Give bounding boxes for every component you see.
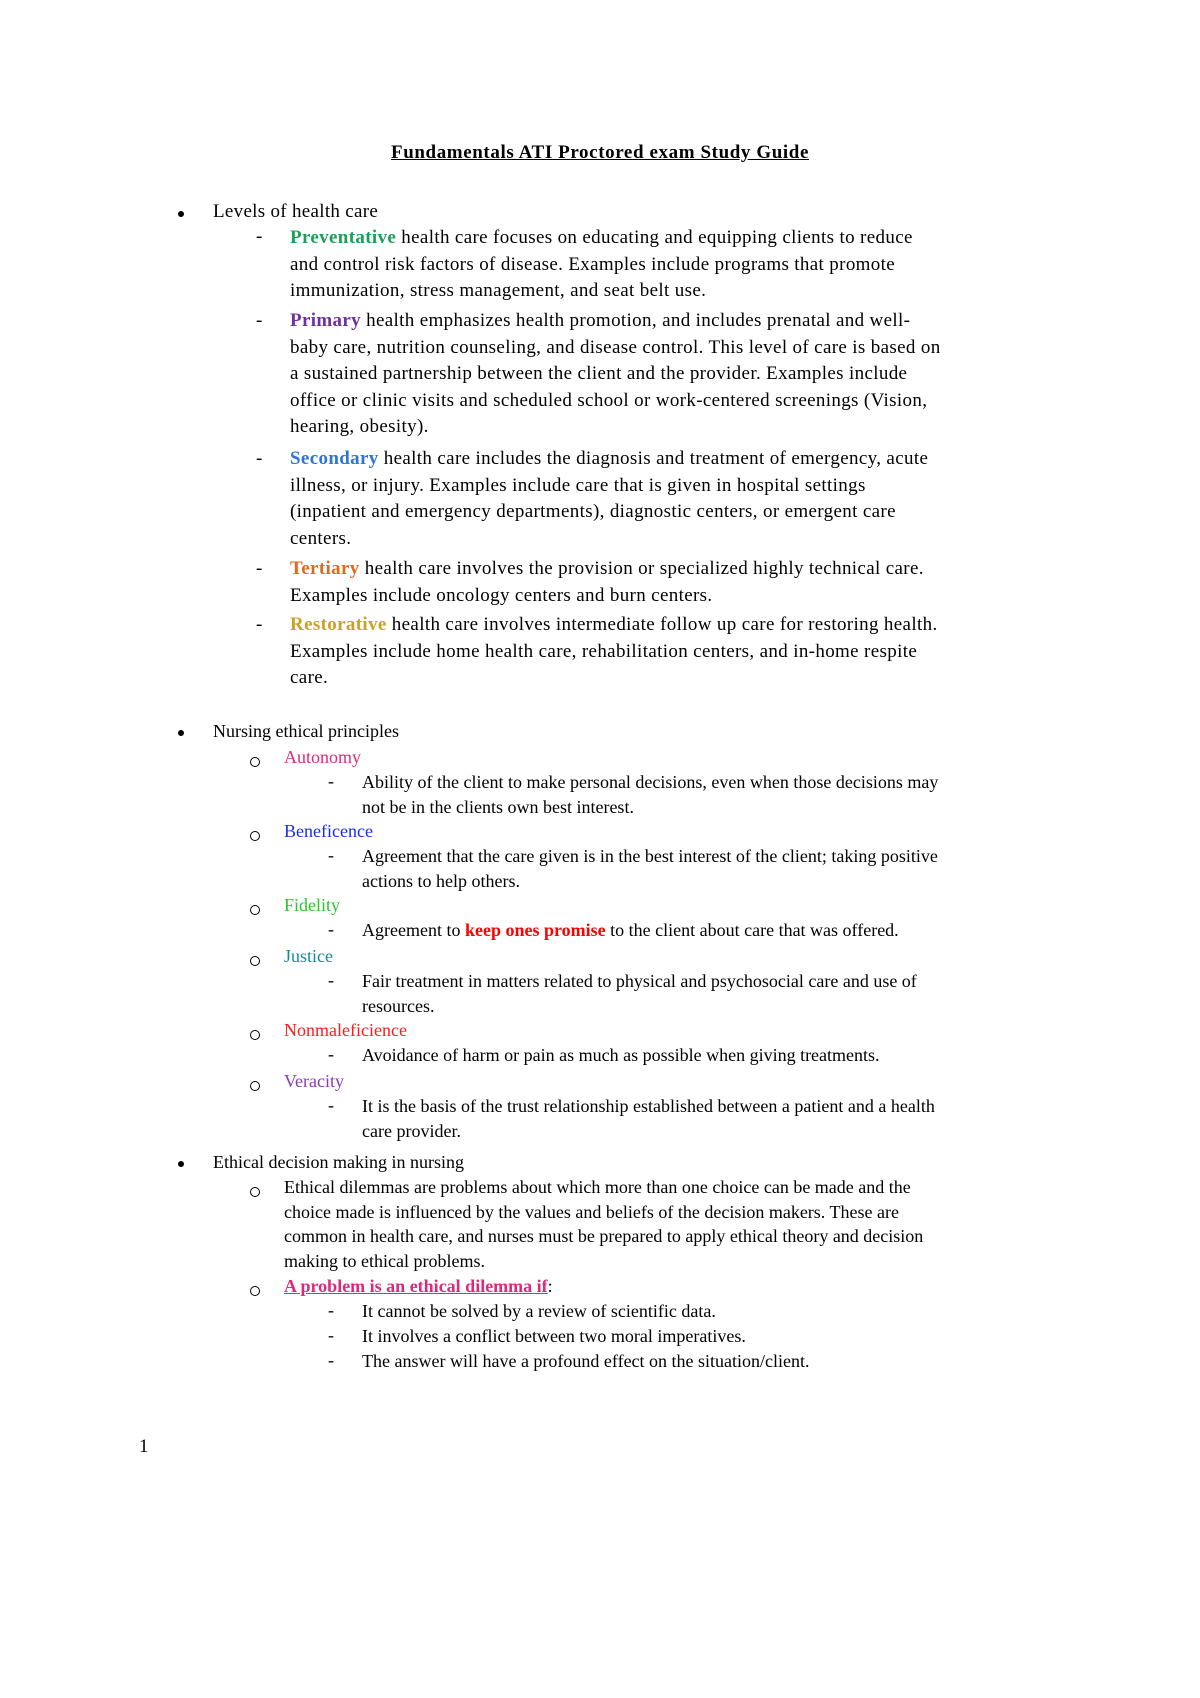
dash: - [328, 1350, 334, 1370]
item-restorative: Restorative health care involves intermediate follow up care for restoring health. Examples include home health care, rehabilitation centers, and in-home respite care. [290, 614, 938, 688]
principle-fidelity: Fidelity [284, 895, 341, 915]
item-primary: Primary health emphasizes health promotion, and includes prenatal and well- baby care, nutrition counseling, and disease control. This level of care is based on a sustained partnership between the client and the provider. Examples include office or clinic visits and scheduled school or work-centered screenings (Vision, hearing, obesity). [290, 310, 941, 437]
desc-veracity: It is the basis of the trust relationship established between a patient and a health care provider. [362, 1096, 935, 1141]
circle-bullet [250, 831, 260, 841]
dash: - [256, 614, 263, 635]
ethical-dilemmas-paragraph: Ethical dilemmas are problems about which more than one choice can be made and the choice made is influenced by the values and beliefs of the decision makers. These are common in health care, and nurses must be prepared to apply ethical theory and decision making to ethical problems. [284, 1177, 924, 1271]
dash: - [328, 845, 334, 865]
term-preventative: Preventative [290, 227, 397, 248]
circle-bullet [250, 956, 260, 966]
emphasis-keep-ones-promise: keep ones promise [464, 920, 606, 940]
item-secondary: Secondary health care includes the diagnosis and treatment of emergency, acute illness, or injury. Examples include care that is given in hospital settings (inpatient and emergency departments), diagnostic centers, or emergent care centers. [290, 448, 929, 549]
dash: - [328, 970, 334, 990]
bullet-ethical-decision-making [176, 1157, 188, 1169]
circle-bullet [250, 757, 260, 767]
desc-autonomy: Ability of the client to make personal decisions, even when those decisions may not be in the clients own best interest. [362, 772, 939, 817]
dash: - [328, 1095, 334, 1115]
item-preventative: Preventative health care focuses on educating and equipping clients to reduce and control risk factors of disease. Examples include programs that promote immunization, stress management, and seat belt use. [290, 227, 913, 301]
dash: - [328, 1044, 334, 1064]
dash: - [328, 1300, 334, 1320]
principle-nonmaleficience: Nonmaleficience [284, 1020, 407, 1040]
heading-levels-of-health-care: Levels of health care [213, 201, 379, 222]
desc-fidelity: Agreement to keep ones promise to the client about care that was offered. [362, 920, 899, 940]
term-restorative: Restorative [290, 614, 387, 635]
bullet-ethical-principles [176, 726, 188, 738]
dash: - [256, 448, 263, 469]
circle-bullet [250, 1081, 260, 1091]
principle-autonomy: Autonomy [284, 747, 362, 767]
circle-bullet [250, 1187, 260, 1197]
desc-justice: Fair treatment in matters related to physical and psychosocial care and use of resources. [362, 971, 917, 1016]
dash: - [256, 226, 263, 247]
dash: - [328, 919, 334, 939]
circle-bullet [250, 905, 260, 915]
page-number: 1 [139, 1436, 149, 1457]
dash: - [256, 310, 263, 331]
term-tertiary: Tertiary [290, 558, 360, 579]
condition-2: It involves a conflict between two moral imperatives. [362, 1326, 746, 1346]
dash: - [328, 771, 334, 791]
desc-nonmaleficience: Avoidance of harm or pain as much as possible when giving treatments. [362, 1045, 880, 1065]
heading-nursing-ethical-principles: Nursing ethical principles [213, 721, 399, 741]
circle-bullet [250, 1030, 260, 1040]
circle-bullet [250, 1286, 260, 1296]
principle-beneficence: Beneficence [284, 821, 373, 841]
condition-1: It cannot be solved by a review of scientific data. [362, 1301, 716, 1321]
dash: - [256, 558, 263, 579]
principle-justice: Justice [284, 946, 333, 966]
heading-ethical-decision-making: Ethical decision making in nursing [213, 1152, 464, 1172]
dash: - [328, 1325, 334, 1345]
item-tertiary: Tertiary health care involves the provision or specialized highly technical care. Examples include oncology centers and burn centers. [290, 558, 924, 606]
desc-beneficence: Agreement that the care given is in the best interest of the client; taking positive actions to help others. [362, 846, 938, 891]
document-title: Fundamentals ATI Proctored exam Study Guide [391, 142, 809, 163]
principle-veracity: Veracity [284, 1071, 344, 1091]
bullet-levels [176, 207, 188, 219]
term-secondary: Secondary [290, 448, 379, 469]
term-primary: Primary [290, 310, 362, 331]
condition-3: The answer will have a profound effect on the situation/client. [362, 1351, 810, 1371]
dilemma-heading: A problem is an ethical dilemma if: [284, 1276, 553, 1296]
